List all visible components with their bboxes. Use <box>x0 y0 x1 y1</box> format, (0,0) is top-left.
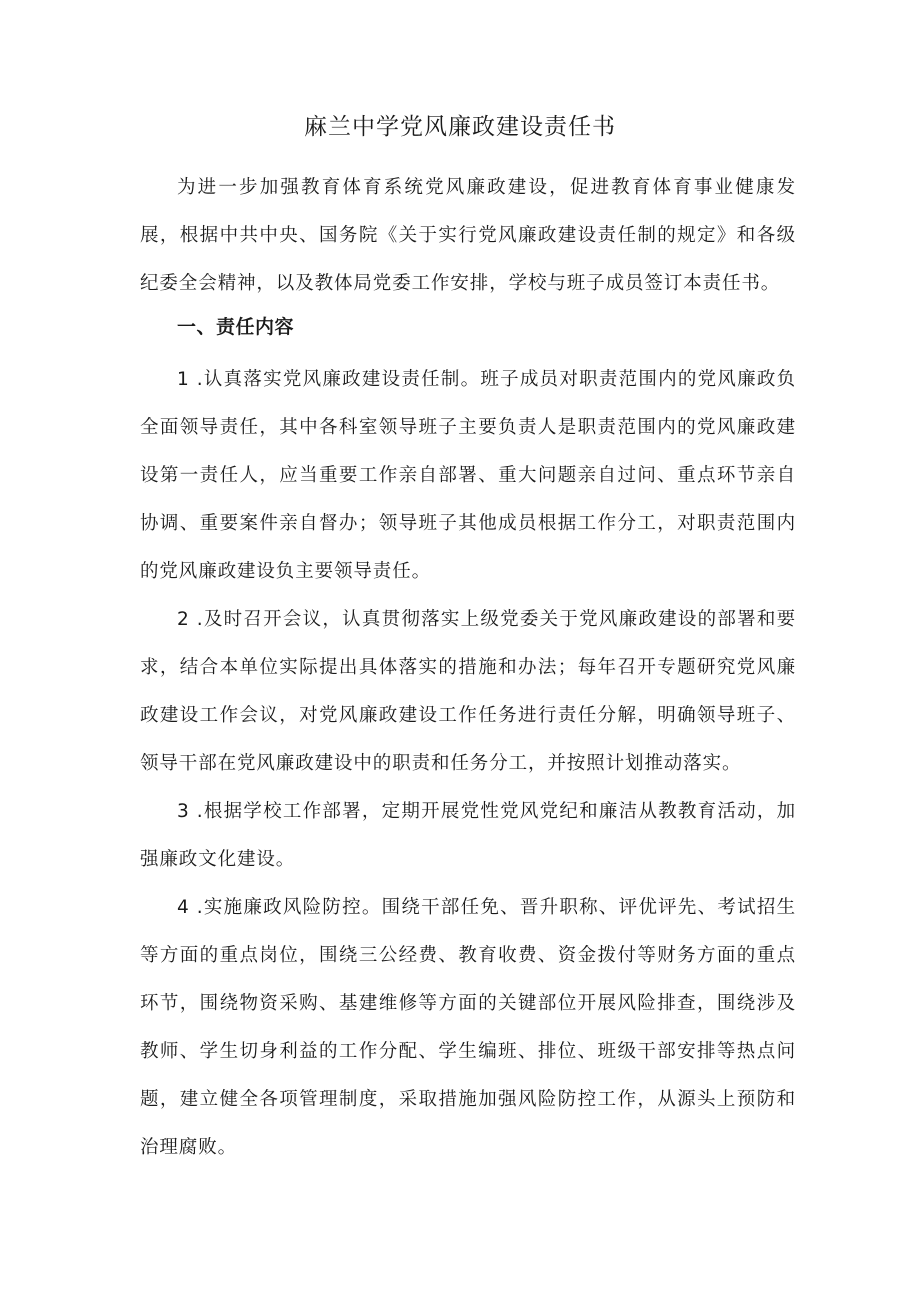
intro-paragraph: 为进一步加强教育体育系统党风廉政建设，促进教育体育事业健康发展，根据中共中央、国务院《关于实行党风廉政建设责任制的规定》和各级纪委全会精神，以及教体局党委工作安排，学校与班子成员签订本责任书。 <box>140 177 796 294</box>
item-paragraph-2: 2 .及时召开会议，认真贯彻落实上级党委关于党风廉政建设的部署和要求，结合本单位实际提出具体落实的措施和办法；每年召开专题研究党风廉政建设工作会议，对党风廉政建设工作任务进行责任分解，明确领导班子、领导干部在党风廉政建设中的职责和任务分工，并按照计划推动落实。 <box>140 609 796 774</box>
item-paragraph-4: 4 .实施廉政风险防控。围绕干部任免、晋升职称、评优评先、考试招生等方面的重点岗位，围绕三公经费、教育收费、资金拨付等财务方面的重点环节，围绕物资采购、基建维修等方面的关键部位开展风险排查，围绕涉及教师、学生切身利益的工作分配、学生编班、排位、班级干部安排等热点问题，建立健全各项管理制度，采取措施加强风险防控工作，从源头上预防和治理腐败。 <box>140 897 796 1158</box>
item-paragraph-3: 3 .根据学校工作部署，定期开展党性党风党纪和廉洁从教教育活动，加强廉政文化建设。 <box>140 801 796 870</box>
section-heading: 一、责任内容 <box>177 316 295 338</box>
item-paragraph-1: 1 .认真落实党风廉政建设责任制。班子成员对职责范围内的党风廉政负全面领导责任，其中各科室领导班子主要负责人是职责范围内的党风廉政建设第一责任人，应当重要工作亲自部署、重大问题亲自过问、重点环节亲自协调、重要案件亲自督办；领导班子其他成员根据工作分工，对职责范围内的党风廉政建设负主要领导责任。 <box>140 369 796 582</box>
document-title: 麻兰中学党风廉政建设责任书 <box>304 114 616 140</box>
